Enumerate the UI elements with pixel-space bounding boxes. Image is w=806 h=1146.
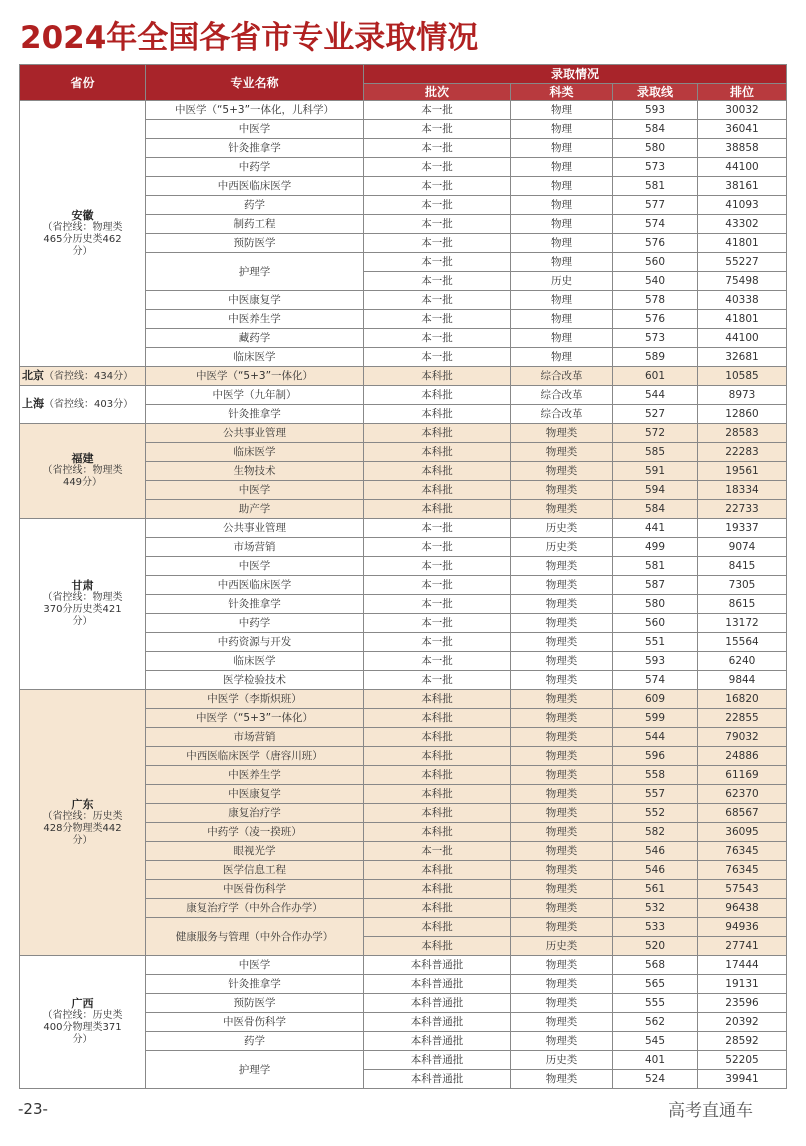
batch-cell: 本一批 — [364, 101, 511, 120]
rank-cell: 16820 — [698, 690, 787, 709]
major-name: 中医学（九年制） — [146, 386, 364, 405]
score-cell: 581 — [613, 557, 698, 576]
score-cell: 532 — [613, 899, 698, 918]
batch-cell: 本科批 — [364, 500, 511, 519]
score-cell: 544 — [613, 728, 698, 747]
table-row — [20, 101, 787, 120]
major-name: 中医骨伤科学 — [146, 1013, 364, 1032]
batch-cell: 本一批 — [364, 671, 511, 690]
score-cell: 574 — [613, 215, 698, 234]
batch-cell: 本科批 — [364, 899, 511, 918]
province-cell — [20, 367, 146, 386]
major-name: 中医学（“5+3”一体化，儿科学） — [146, 101, 364, 120]
page-number: -23- — [18, 1100, 48, 1118]
province-cell — [20, 386, 146, 424]
batch-cell: 本科批 — [364, 918, 511, 937]
province-note: （省控线：物理类449分） — [42, 465, 123, 488]
rank-cell: 28592 — [698, 1032, 787, 1051]
province-note: （省控线：434分） — [44, 370, 134, 382]
batch-cell: 本一批 — [364, 519, 511, 538]
major-name: 中医骨伤科学 — [146, 880, 364, 899]
page-title: 2024年全国各省市专业录取情况 — [20, 20, 479, 56]
major-name: 中西医临床医学（唐容川班） — [146, 747, 364, 766]
score-cell: 520 — [613, 937, 698, 956]
subject-cell: 物理类 — [511, 424, 613, 443]
batch-cell: 本科批 — [364, 709, 511, 728]
subject-cell: 历史类 — [511, 937, 613, 956]
score-cell: 587 — [613, 576, 698, 595]
subject-cell: 物理 — [511, 139, 613, 158]
subject-cell: 物理类 — [511, 462, 613, 481]
province-cell — [20, 956, 146, 1089]
major-name: 药学 — [146, 1032, 364, 1051]
score-cell: 533 — [613, 918, 698, 937]
subject-cell: 物理类 — [511, 861, 613, 880]
batch-cell: 本科普通批 — [364, 1070, 511, 1089]
score-cell: 577 — [613, 196, 698, 215]
rank-cell: 44100 — [698, 329, 787, 348]
major-name: 预防医学 — [146, 234, 364, 253]
subject-cell: 物理 — [511, 215, 613, 234]
subject-cell: 物理类 — [511, 766, 613, 785]
major-name: 制药工程 — [146, 215, 364, 234]
batch-cell: 本一批 — [364, 633, 511, 652]
major-name: 中医康复学 — [146, 785, 364, 804]
batch-cell: 本科普通批 — [364, 975, 511, 994]
batch-cell: 本科普通批 — [364, 1032, 511, 1051]
rank-cell: 19561 — [698, 462, 787, 481]
rank-cell: 41801 — [698, 234, 787, 253]
subject-cell: 物理 — [511, 310, 613, 329]
score-cell: 573 — [613, 158, 698, 177]
rank-cell: 19131 — [698, 975, 787, 994]
subject-cell: 综合改革 — [511, 405, 613, 424]
score-cell: 562 — [613, 1013, 698, 1032]
rank-cell: 22733 — [698, 500, 787, 519]
rank-cell: 15564 — [698, 633, 787, 652]
batch-cell: 本科批 — [364, 880, 511, 899]
major-name: 医学检验技术 — [146, 671, 364, 690]
batch-cell: 本一批 — [364, 158, 511, 177]
major-name: 健康服务与管理（中外合作办学） — [146, 918, 364, 956]
rank-cell: 57543 — [698, 880, 787, 899]
rank-cell: 6240 — [698, 652, 787, 671]
header-subject: 科类 — [511, 84, 613, 101]
score-cell: 576 — [613, 234, 698, 253]
batch-cell: 本一批 — [364, 310, 511, 329]
major-name: 康复治疗学（中外合作办学） — [146, 899, 364, 918]
score-cell: 565 — [613, 975, 698, 994]
subject-cell: 物理类 — [511, 994, 613, 1013]
batch-cell: 本一批 — [364, 234, 511, 253]
major-name: 眼视光学 — [146, 842, 364, 861]
header-batch: 批次 — [364, 84, 511, 101]
subject-cell: 物理 — [511, 329, 613, 348]
rank-cell: 44100 — [698, 158, 787, 177]
subject-cell: 物理类 — [511, 918, 613, 937]
major-name: 中医学（李斯炽班） — [146, 690, 364, 709]
major-name: 中医养生学 — [146, 766, 364, 785]
major-name: 生物技术 — [146, 462, 364, 481]
score-cell: 524 — [613, 1070, 698, 1089]
score-cell: 584 — [613, 120, 698, 139]
score-cell: 585 — [613, 443, 698, 462]
major-name: 中医学 — [146, 557, 364, 576]
rank-cell: 40338 — [698, 291, 787, 310]
score-cell: 572 — [613, 424, 698, 443]
score-cell: 574 — [613, 671, 698, 690]
score-cell: 560 — [613, 253, 698, 272]
province-name: 甘肃 — [71, 579, 94, 592]
subject-cell: 物理 — [511, 234, 613, 253]
score-cell: 591 — [613, 462, 698, 481]
score-cell: 499 — [613, 538, 698, 557]
subject-cell: 物理类 — [511, 842, 613, 861]
major-name: 公共事业管理 — [146, 424, 364, 443]
score-cell: 596 — [613, 747, 698, 766]
province-cell — [20, 424, 146, 519]
score-cell: 558 — [613, 766, 698, 785]
rank-cell: 17444 — [698, 956, 787, 975]
subject-cell: 物理 — [511, 177, 613, 196]
major-name: 护理学 — [146, 253, 364, 291]
subject-cell: 物理类 — [511, 1032, 613, 1051]
province-cell — [20, 690, 146, 956]
rank-cell: 52205 — [698, 1051, 787, 1070]
batch-cell: 本科普通批 — [364, 1013, 511, 1032]
score-cell: 581 — [613, 177, 698, 196]
batch-cell: 本一批 — [364, 614, 511, 633]
major-name: 中药资源与开发 — [146, 633, 364, 652]
province-note: （省控线：物理类370分历史类421分） — [42, 592, 123, 627]
major-name: 中医学（“5+3”一体化） — [146, 709, 364, 728]
rank-cell: 23596 — [698, 994, 787, 1013]
rank-cell: 41093 — [698, 196, 787, 215]
score-cell: 546 — [613, 842, 698, 861]
major-name: 中药学 — [146, 158, 364, 177]
major-name: 医学信息工程 — [146, 861, 364, 880]
score-cell: 441 — [613, 519, 698, 538]
subject-cell: 物理 — [511, 253, 613, 272]
major-name: 中医养生学 — [146, 310, 364, 329]
rank-cell: 36041 — [698, 120, 787, 139]
rank-cell: 28583 — [698, 424, 787, 443]
rank-cell: 27741 — [698, 937, 787, 956]
rank-cell: 62370 — [698, 785, 787, 804]
major-name: 针灸推拿学 — [146, 975, 364, 994]
major-name: 针灸推拿学 — [146, 139, 364, 158]
rank-cell: 76345 — [698, 861, 787, 880]
batch-cell: 本科批 — [364, 804, 511, 823]
batch-cell: 本一批 — [364, 329, 511, 348]
score-cell: 544 — [613, 386, 698, 405]
major-name: 临床医学 — [146, 652, 364, 671]
batch-cell: 本科批 — [364, 823, 511, 842]
major-name: 药学 — [146, 196, 364, 215]
rank-cell: 24886 — [698, 747, 787, 766]
batch-cell: 本一批 — [364, 139, 511, 158]
score-cell: 555 — [613, 994, 698, 1013]
subject-cell: 物理类 — [511, 671, 613, 690]
score-cell: 573 — [613, 329, 698, 348]
batch-cell: 本一批 — [364, 652, 511, 671]
batch-cell: 本科批 — [364, 386, 511, 405]
rank-cell: 61169 — [698, 766, 787, 785]
rank-cell: 22855 — [698, 709, 787, 728]
province-name: 广西 — [71, 997, 94, 1010]
score-cell: 540 — [613, 272, 698, 291]
rank-cell: 68567 — [698, 804, 787, 823]
rank-cell: 9844 — [698, 671, 787, 690]
batch-cell: 本一批 — [364, 120, 511, 139]
rank-cell: 39941 — [698, 1070, 787, 1089]
province-cell — [20, 519, 146, 690]
table-row — [20, 956, 787, 975]
subject-cell: 物理类 — [511, 785, 613, 804]
subject-cell: 物理 — [511, 196, 613, 215]
rank-cell: 8615 — [698, 595, 787, 614]
province-name: 安徽 — [71, 208, 94, 222]
header-score: 录取线 — [613, 84, 698, 101]
batch-cell: 本一批 — [364, 538, 511, 557]
score-cell: 546 — [613, 861, 698, 880]
rank-cell: 18334 — [698, 481, 787, 500]
subject-cell: 物理类 — [511, 823, 613, 842]
subject-cell: 物理 — [511, 291, 613, 310]
subject-cell: 历史类 — [511, 1051, 613, 1070]
rank-cell: 79032 — [698, 728, 787, 747]
rank-cell: 43302 — [698, 215, 787, 234]
subject-cell: 物理类 — [511, 576, 613, 595]
rank-cell: 32681 — [698, 348, 787, 367]
batch-cell: 本一批 — [364, 348, 511, 367]
table-row — [20, 424, 787, 443]
major-name: 针灸推拿学 — [146, 405, 364, 424]
province-note: （省控线：物理类465分历史类462分） — [42, 221, 123, 257]
header-admission: 录取情况 — [364, 65, 787, 84]
score-cell: 527 — [613, 405, 698, 424]
batch-cell: 本科批 — [364, 424, 511, 443]
subject-cell: 物理类 — [511, 880, 613, 899]
score-cell: 551 — [613, 633, 698, 652]
batch-cell: 本一批 — [364, 291, 511, 310]
major-name: 中西医临床医学 — [146, 576, 364, 595]
batch-cell: 本一批 — [364, 595, 511, 614]
header-major: 专业名称 — [146, 65, 364, 101]
rank-cell: 55227 — [698, 253, 787, 272]
major-name: 康复治疗学 — [146, 804, 364, 823]
subject-cell: 物理 — [511, 101, 613, 120]
score-cell: 593 — [613, 652, 698, 671]
score-cell: 593 — [613, 101, 698, 120]
subject-cell: 物理 — [511, 120, 613, 139]
subject-cell: 物理类 — [511, 633, 613, 652]
subject-cell: 物理类 — [511, 804, 613, 823]
subject-cell: 物理类 — [511, 709, 613, 728]
batch-cell: 本科批 — [364, 481, 511, 500]
score-cell: 560 — [613, 614, 698, 633]
rank-cell: 36095 — [698, 823, 787, 842]
rank-cell: 96438 — [698, 899, 787, 918]
major-name: 中药学 — [146, 614, 364, 633]
rank-cell: 38161 — [698, 177, 787, 196]
province-name: 北京 — [22, 368, 44, 382]
watermark: 高考直通车 — [668, 1101, 753, 1121]
batch-cell: 本科批 — [364, 728, 511, 747]
batch-cell: 本科批 — [364, 367, 511, 386]
subject-cell: 物理类 — [511, 557, 613, 576]
score-cell: 599 — [613, 709, 698, 728]
score-cell: 584 — [613, 500, 698, 519]
province-note: （省控线：历史类428分物理类442分） — [42, 810, 123, 846]
major-name: 公共事业管理 — [146, 519, 364, 538]
subject-cell: 物理类 — [511, 728, 613, 747]
major-name: 护理学 — [146, 1051, 364, 1089]
batch-cell: 本一批 — [364, 576, 511, 595]
batch-cell: 本科批 — [364, 690, 511, 709]
table-row — [20, 519, 787, 538]
province-cell — [20, 101, 146, 367]
batch-cell: 本一批 — [364, 557, 511, 576]
score-cell: 582 — [613, 823, 698, 842]
batch-cell: 本一批 — [364, 253, 511, 272]
rank-cell: 76345 — [698, 842, 787, 861]
rank-cell: 13172 — [698, 614, 787, 633]
subject-cell: 物理类 — [511, 956, 613, 975]
batch-cell: 本科普通批 — [364, 994, 511, 1013]
rank-cell: 22283 — [698, 443, 787, 462]
subject-cell: 历史 — [511, 272, 613, 291]
subject-cell: 物理类 — [511, 481, 613, 500]
province-name: 上海 — [22, 397, 44, 410]
score-cell: 557 — [613, 785, 698, 804]
table-body — [20, 101, 787, 1089]
rank-cell: 10585 — [698, 367, 787, 386]
score-cell: 580 — [613, 139, 698, 158]
rank-cell: 12860 — [698, 405, 787, 424]
batch-cell: 本科批 — [364, 405, 511, 424]
rank-cell: 75498 — [698, 272, 787, 291]
batch-cell: 本一批 — [364, 215, 511, 234]
batch-cell: 本一批 — [364, 272, 511, 291]
province-name: 广东 — [71, 797, 94, 811]
major-name: 临床医学 — [146, 443, 364, 462]
score-cell: 594 — [613, 481, 698, 500]
subject-cell: 物理类 — [511, 899, 613, 918]
score-cell: 401 — [613, 1051, 698, 1070]
batch-cell: 本科批 — [364, 443, 511, 462]
batch-cell: 本科普通批 — [364, 956, 511, 975]
batch-cell: 本科普通批 — [364, 1051, 511, 1070]
subject-cell: 物理类 — [511, 975, 613, 994]
subject-cell: 历史类 — [511, 519, 613, 538]
batch-cell: 本一批 — [364, 196, 511, 215]
subject-cell: 物理类 — [511, 1013, 613, 1032]
major-name: 藏药学 — [146, 329, 364, 348]
subject-cell: 物理 — [511, 158, 613, 177]
table-row — [20, 690, 787, 709]
score-cell: 545 — [613, 1032, 698, 1051]
province-name: 福建 — [71, 452, 94, 465]
score-cell: 580 — [613, 595, 698, 614]
table-row — [20, 367, 787, 386]
rank-cell: 41801 — [698, 310, 787, 329]
score-cell: 576 — [613, 310, 698, 329]
batch-cell: 本科批 — [364, 861, 511, 880]
major-name: 中医康复学 — [146, 291, 364, 310]
rank-cell: 19337 — [698, 519, 787, 538]
subject-cell: 物理类 — [511, 614, 613, 633]
score-cell: 589 — [613, 348, 698, 367]
major-name: 市场营销 — [146, 538, 364, 557]
subject-cell: 历史类 — [511, 538, 613, 557]
batch-cell: 本科批 — [364, 462, 511, 481]
major-name: 临床医学 — [146, 348, 364, 367]
major-name: 中医学 — [146, 120, 364, 139]
batch-cell: 本一批 — [364, 177, 511, 196]
batch-cell: 本科批 — [364, 747, 511, 766]
province-note: （省控线：403分） — [44, 399, 134, 410]
rank-cell: 94936 — [698, 918, 787, 937]
major-name: 预防医学 — [146, 994, 364, 1013]
rank-cell: 8973 — [698, 386, 787, 405]
major-name: 中医学 — [146, 956, 364, 975]
major-name: 中医学（“5+3”一体化） — [146, 367, 364, 386]
province-note: （省控线：历史类400分物理类371分） — [42, 1010, 123, 1045]
header-province: 省份 — [20, 65, 146, 101]
rank-cell: 30032 — [698, 101, 787, 120]
major-name: 中医学 — [146, 481, 364, 500]
batch-cell: 本科批 — [364, 785, 511, 804]
subject-cell: 物理类 — [511, 443, 613, 462]
score-cell: 601 — [613, 367, 698, 386]
score-cell: 578 — [613, 291, 698, 310]
major-name: 中西医临床医学 — [146, 177, 364, 196]
subject-cell: 物理类 — [511, 1070, 613, 1089]
subject-cell: 物理类 — [511, 747, 613, 766]
subject-cell: 物理类 — [511, 500, 613, 519]
subject-cell: 综合改革 — [511, 386, 613, 405]
batch-cell: 本一批 — [364, 842, 511, 861]
batch-cell: 本科批 — [364, 937, 511, 956]
header-rank: 排位 — [698, 84, 787, 101]
score-cell: 552 — [613, 804, 698, 823]
rank-cell: 7305 — [698, 576, 787, 595]
subject-cell: 物理类 — [511, 690, 613, 709]
score-cell: 609 — [613, 690, 698, 709]
rank-cell: 8415 — [698, 557, 787, 576]
table-row — [20, 386, 787, 405]
admission-table — [19, 64, 787, 1089]
score-cell: 568 — [613, 956, 698, 975]
major-name: 助产学 — [146, 500, 364, 519]
major-name: 针灸推拿学 — [146, 595, 364, 614]
subject-cell: 综合改革 — [511, 367, 613, 386]
subject-cell: 物理类 — [511, 652, 613, 671]
batch-cell: 本科批 — [364, 766, 511, 785]
rank-cell: 9074 — [698, 538, 787, 557]
major-name: 市场营销 — [146, 728, 364, 747]
score-cell: 561 — [613, 880, 698, 899]
rank-cell: 20392 — [698, 1013, 787, 1032]
subject-cell: 物理类 — [511, 595, 613, 614]
subject-cell: 物理 — [511, 348, 613, 367]
major-name: 中药学（凌一揆班） — [146, 823, 364, 842]
rank-cell: 38858 — [698, 139, 787, 158]
